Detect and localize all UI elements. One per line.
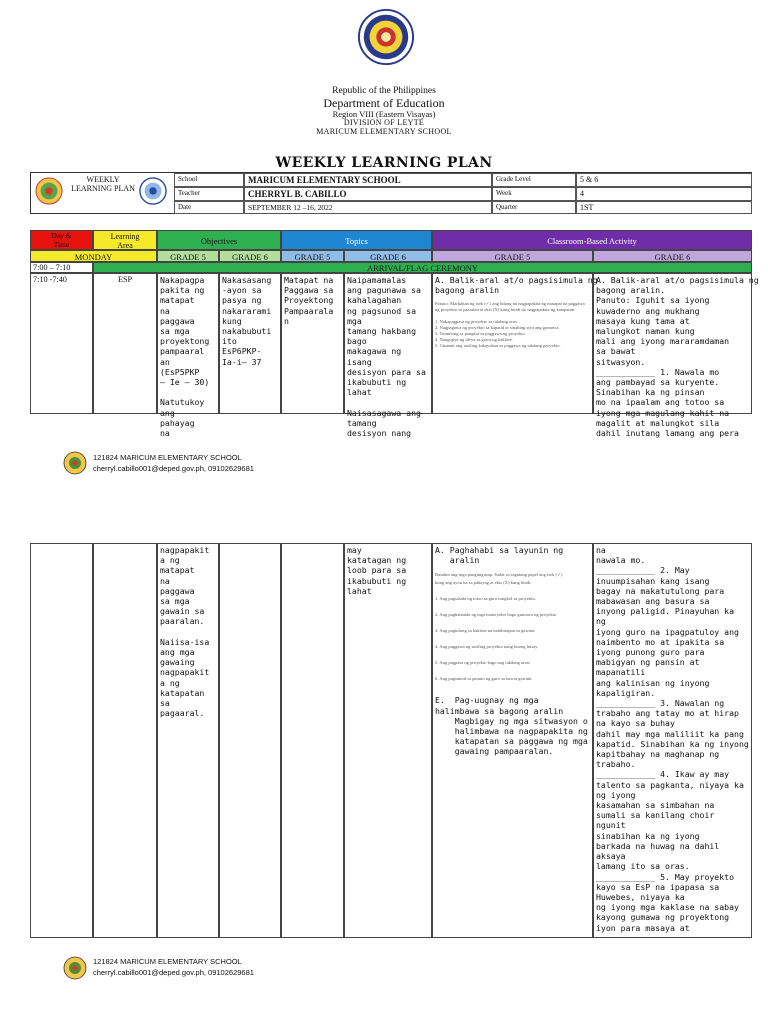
quarter-value: 1ST: [576, 201, 752, 214]
activity-5-scanned-statements: Basahin ang mga pangungusap. Isulat sa sagutang papel ang tsek (✓) kung ang ayon ka sa pahayag at ekis (X) kung hindi. 1. Ang pagsasabi ng totoo sa guro tungkol sa proyekto. 2. Ang paghahanda ng mga materyales bago gumawa ng proyekto. 3. Ang pagtulong sa kaklase na nahihirapan sa gawain. 4. Ang paggawa ng sariling proyekto nang buong husay. 5. Ang pagpasa ng proyekto bago ang takdang araw. 6. Ang pagsunod sa panuto ng guro sa bawat gawain.: [435, 572, 563, 682]
activity-grade-6: GRADE 6: [593, 250, 752, 262]
region-text: Region VIII (Eastern Visayas): [332, 109, 436, 119]
date-label: Date: [174, 201, 244, 214]
learning-area-esp: ESP: [93, 273, 157, 414]
school-logo-icon: [35, 177, 63, 205]
plan-title: WEEKLY LEARNING PLAN: [275, 155, 493, 171]
activity-5-scanned-exercise: Panuto: Markahan ng tsek (✓) ang bilang na nagpapakita ng matapat na paggawa ng proyekto sa paaralan at ekis (X) kung hindi ito nagpapakita ng katapatan. 1. Nakapagpasa ng proyekto sa takdang oras. 2. Nagpagawa ng proyekto sa kapatid at sinabing siya ang gumawa. 3. Tumulong sa pangkat sa paggawa ng proyekto. 4. Nangopya ng ideya sa gawa ng kaklase. 5. Ginamit ang sariling kakayahan sa paggawa ng takdang proyekto.: [435, 301, 585, 349]
header-day-time: Day & Time: [30, 230, 93, 250]
teacher-label: Teacher: [174, 187, 244, 201]
footer-school-logo-icon: [63, 451, 87, 475]
week-value: 4: [576, 187, 752, 201]
day-monday: MONDAY: [30, 250, 157, 262]
header-activity: Classroom-Based Activity: [432, 230, 752, 250]
school-value: MARICUM ELEMENTARY SCHOOL: [244, 173, 492, 187]
header-objectives: Objectives: [157, 230, 281, 250]
activity-grade-6-cell: A. Balik-aral at/o pagsisimula ng bagong aralin. Panuto: Iguhit sa iyong kuwaderno ang mukhang masaya kung tama at malungkot naman kung mali ang iyong mararamdaman sa bawat sitwasyon. ____________ 1. Nawala mo ang pambayad sa kuryente. Sinabihan ka ng pinsan mo na ipaalam ang totoo sa iyong mga magulang kahit na magalit at malungkot sila dahil inutang lamang ang pera: [593, 273, 752, 414]
time-cell-continued: [30, 543, 93, 938]
activity-grade-5-cell: [432, 273, 598, 414]
grade-level-value: 5 & 6: [576, 173, 752, 187]
school-label: School: [174, 173, 244, 187]
footer-contact: cherryl.cabillo001@deped.gov.ph, 09102629681: [93, 464, 254, 473]
footer-school-id-2: 121824 MARICUM ELEMENTARY SCHOOL: [93, 957, 242, 966]
school-name-text: MARICUM ELEMENTARY SCHOOL: [316, 127, 452, 136]
week-label: Week: [492, 187, 576, 201]
info-table: [30, 172, 752, 214]
footer-school-id: 121824 MARICUM ELEMENTARY SCHOOL: [93, 453, 242, 462]
deped-seal-logo: [357, 8, 415, 66]
objective-grade-5-cell: Nakapagpa pakita ng matapat na paggawa sa mga proyektong pampaaral an (EsP5PKP – Ie – 30) Natutukoy ang pahayag na: [157, 273, 219, 414]
objective-grade-6-continued: [219, 543, 281, 938]
topic-grade-5-cell: Matapat na Paggawa sa Proyektong Pampaarala n: [281, 273, 344, 414]
activity-5-linking-examples: E. Pag-uugnay ng mga halimbawa sa bagong aralin Magbigay ng mga sitwasyon o halimbawa na nagpapakita ng katapatan sa paggawa ng mga gawaing pampaaralan.: [435, 695, 588, 757]
time-esp: 7:10 -7:40: [30, 273, 93, 414]
objective-grade-5-continued: nagpapakit a ng matapat na paggawa sa mga gawain sa paaralan. Naiisa-isa ang mga gawaing nagpapakit a ng katapatan sa pagaaral.: [157, 543, 219, 938]
date-value: SEPTEMBER 12 –16, 2022: [244, 201, 492, 214]
grade-level-label: Grade Level: [492, 173, 576, 187]
activity-grade-6-continued: na nawala mo. ____________ 2. May inuumpisahan kang isang bagay na makatutulong para mabawasan ang basura sa inyong paligid. Pinayuhan ka ng iyong guro na ipagpatuloy ang naimbento mo at ipakita sa iyong punong guro para mabigyan ng pansin at mapanatili ang kalinisan ng inyong kapaligiran. ____________ 3. Nawalan ng trabaho ang tatay mo at hirap na kayo sa buhay dahil may mga maliliit ka pang kapatid. Sinabihan ka ng inyong kapitbahay na maghanap ng trabaho. ____________ 4. Ikaw ay may talento sa pagkanta, niyaya ka ng iyong kasamahan sa simbahan na sumali sa kanilang choir ngunit sinabihan ka ng iyong barkada na huwag na dahil aksaya lamang ito sa oras. ____________ 5. May proyekto kayo sa EsP na ipapasa sa Huwebes, niyaya ka ng iyong mga kaklase na sabay kayong gumawa ng proyektong iyon para masaya at: [593, 543, 752, 938]
teacher-value: CHERRYL B. CABILLO: [244, 187, 492, 201]
topics-grade-5: GRADE 5: [281, 250, 344, 262]
area-cell-continued: [93, 543, 157, 938]
activity-grade-5-continued: [432, 543, 593, 938]
topics-grade-6: GRADE 6: [344, 250, 432, 262]
weekly-plan-side-label: WEEKLY LEARNING PLAN: [71, 175, 135, 193]
topic-grade-5-continued: [281, 543, 344, 938]
header-topics: Topics: [281, 230, 432, 250]
objectives-grade-6: GRADE 6: [219, 250, 281, 262]
topic-grade-6-cell: Naipamamalas ang pagunawa sa kahalagahan ng pagsunod sa mga tamang hakbang bago makagawa ng isang desisyon para sa ikabubuti ng lahat Naisasagawa ang tamang desisyon nang: [344, 273, 432, 414]
activity-5-review-heading: A. Balik-aral at/o pagsisimula ng bagong aralin: [435, 275, 598, 296]
footer-school-logo-icon-2: [63, 956, 87, 980]
objectives-grade-5: GRADE 5: [157, 250, 219, 262]
arrival-flag-ceremony: ARRIVAL/FLAG CEREMONY: [93, 262, 752, 273]
republic-text: Republic of the Philippines: [332, 86, 436, 96]
division-text: DIVISION OF LEYTE: [343, 118, 425, 127]
footer-contact-2: cherryl.cabillo001@deped.gov.ph, 09102629681: [93, 968, 254, 977]
topic-grade-6-continued: may katatagan ng loob para sa ikabubuti ng lahat: [344, 543, 432, 938]
time-arrival: 7:00 – 7:10: [30, 262, 93, 273]
header-learning-area: Learning Area: [93, 230, 157, 250]
objective-grade-6-cell: Nakasasang -ayon sa pasya ng nakararami kung nakabubuti ito EsP6PKP- Ia-i– 37: [219, 273, 281, 414]
quarter-label: Quarter: [492, 201, 576, 214]
activity-5-objective-heading: A. Paghahabi sa layunin ng aralin: [435, 545, 564, 566]
activity-grade-5: GRADE 5: [432, 250, 593, 262]
department-text: Department of Education: [323, 96, 445, 110]
division-logo-icon: [139, 177, 167, 205]
